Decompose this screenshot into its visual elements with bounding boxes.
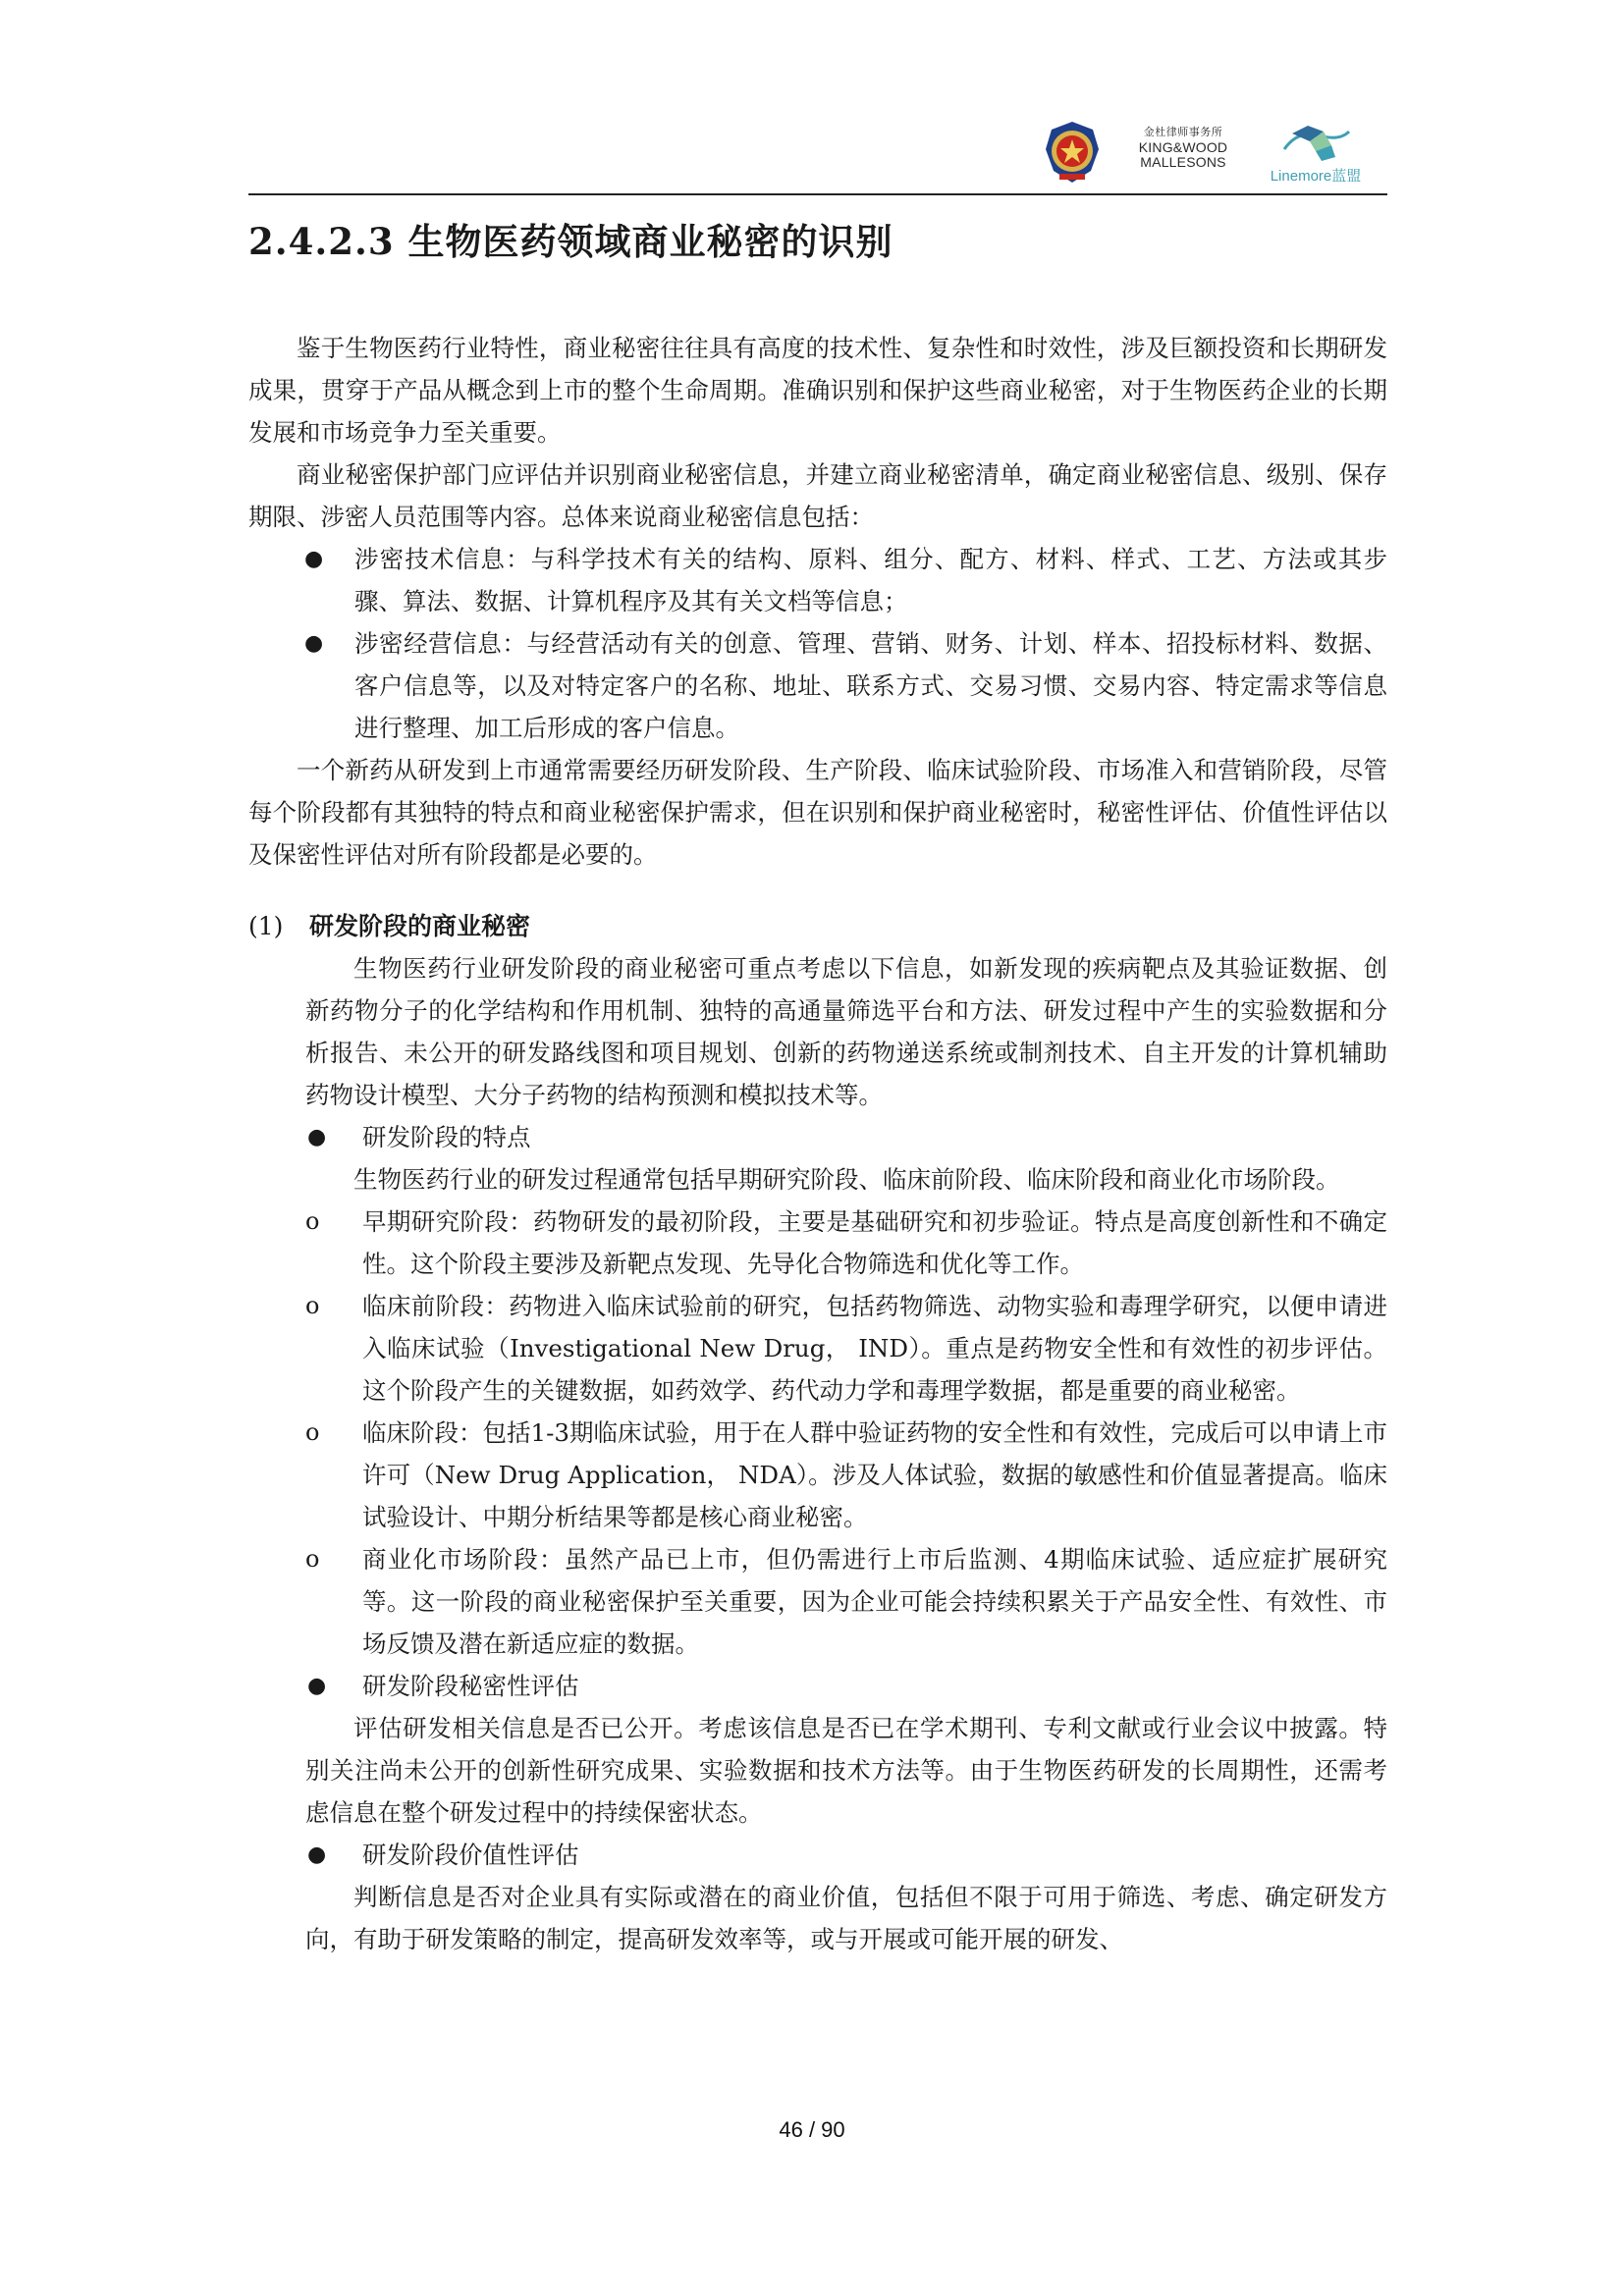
paragraph: 一个新药从研发到上市通常需要经历研发阶段、生产阶段、临床试验阶段、市场准入和营销阶段，尽管每个阶段都有其独特的特点和商业秘密保护需求，但在识别和保护商业秘密时，秘密性评估、价值性评估以及保密性评估对所有阶段都是必要的。: [248, 756, 1387, 869]
kwm-logo: [1129, 126, 1237, 170]
circle-bullet-icon: o: [305, 1207, 320, 1235]
page-content: [248, 211, 1387, 1960]
list-item: [305, 1834, 1387, 1876]
stage-item: [305, 1201, 1387, 1285]
linemore-mark-icon: [1265, 122, 1367, 165]
stage-item: [305, 1538, 1387, 1665]
kwm-logo-en-1: KING&WOOD: [1138, 139, 1228, 155]
list-item-label: 研发阶段秘密性评估: [362, 1672, 579, 1700]
paragraph: 评估研发相关信息是否已公开。考虑该信息是否已在学术期刊、专利文献或行业会议中披露。特别关注尚未公开的创新性研究成果、实验数据和技术方法等。由于生物医药研发的长周期性，还需考虑信息在整个研发过程中的持续保密状态。: [305, 1714, 1387, 1827]
stage-text: 临床前阶段：药物进入临床试验前的研究，包括药物筛选、动物实验和毒理学研究，以便申请进入临床试验（Investigational New Drug， IND）。重点是药物安全性和有效性的初步评估。这个阶段产生的关键数据，如药效学、药代动力学和毒理学数据，都是重要的商业秘密。: [362, 1292, 1387, 1405]
list-item-text: 涉密技术信息：与科学技术有关的结构、原料、组分、配方、材料、样式、工艺、方法或其步骤、算法、数据、计算机程序及其有关文档等信息；: [354, 545, 1387, 615]
stage-item: [305, 1285, 1387, 1412]
header-rule: [248, 193, 1387, 195]
subsection-number: (1): [248, 912, 284, 940]
list-item: [305, 1116, 1387, 1158]
list-item: [305, 1665, 1387, 1707]
kwm-logo-cn: 金杜律师事务所: [1143, 127, 1223, 138]
paragraph: 生物医药行业研发阶段的商业秘密可重点考虑以下信息，如新发现的疾病靶点及其验证数据、创新药物分子的化学结构和作用机制、独特的高通量筛选平台和方法、研发过程中产生的实验数据和分析报告、未公开的研发路线图和项目规划、创新的药物递送系统或制剂技术、自主开发的计算机辅助药物设计模型、大分子药物的结构预测和模拟技术等。: [305, 954, 1387, 1109]
secret-info-list: [248, 538, 1387, 749]
bullet-icon: ●: [304, 547, 324, 571]
list-item-text: 涉密经营信息：与经营活动有关的创意、管理、营销、财务、计划、样本、招投标材料、数据、客户信息等，以及对特定客户的名称、地址、联系方式、交易习惯、交易内容、特定需求等信息进行整理、加工后形成的客户信息。: [354, 629, 1387, 742]
stage-text: 商业化市场阶段：虽然产品已上市，但仍需进行上市后监测、4期临床试验、适应症扩展研究等。这一阶段的商业秘密保护至关重要，因为企业可能会持续积累关于产品安全性、有效性、市场反馈及潜在新适应症的数据。: [362, 1545, 1387, 1658]
page-number: 46 / 90: [779, 2117, 845, 2142]
list-item: [248, 538, 1387, 622]
list-item-label: 研发阶段价值性评估: [362, 1841, 579, 1869]
bullet-icon: ●: [307, 1842, 327, 1867]
stage-text: 早期研究阶段：药物研发的最初阶段，主要是基础研究和初步验证。特点是高度创新性和不确定性。这个阶段主要涉及新靶点发现、先导化合物筛选和优化等工作。: [362, 1207, 1387, 1278]
stage-item: [305, 1412, 1387, 1538]
page-header: [248, 108, 1387, 187]
kwm-logo-en-2: MALLESONS: [1140, 154, 1226, 170]
circle-bullet-icon: o: [305, 1545, 320, 1573]
bullet-icon: ●: [307, 1674, 327, 1698]
linemore-logo: [1265, 122, 1367, 185]
linemore-logo-text: Linemore蓝盟: [1270, 168, 1362, 185]
bullet-icon: ●: [307, 1125, 327, 1149]
paragraph: 生物医药行业的研发过程通常包括早期研究阶段、临床前阶段、临床阶段和商业化市场阶段。: [353, 1165, 1340, 1194]
paragraph: 商业秘密保护部门应评估并识别商业秘密信息，并建立商业秘密清单，确定商业秘密信息、级别、保存期限、涉密人员范围等内容。总体来说商业秘密信息包括：: [248, 460, 1387, 531]
list-item-label: 研发阶段的特点: [362, 1123, 531, 1151]
subsection-title: 研发阶段的商业秘密: [309, 912, 531, 940]
stage-text: 临床阶段：包括1-3期临床试验，用于在人群中验证药物的安全性和有效性，完成后可以申请上市许可（New Drug Application， NDA）。涉及人体试验，数据的敏感性和价值显著提高。临床试验设计、中期分析结果等都是核心商业秘密。: [362, 1418, 1387, 1531]
circle-bullet-icon: o: [305, 1418, 320, 1446]
section-title: 2.4.2.3 生物医药领域商业秘密的识别: [248, 220, 893, 263]
subsection-heading: [248, 905, 1387, 947]
paragraph: 判断信息是否对企业具有实际或潜在的商业价值，包括但不限于可用于筛选、考虑、确定研发方向，有助于研发策略的制定，提高研发效率等，或与开展或可能开展的研发、: [305, 1883, 1387, 1953]
police-emblem-icon: [1042, 120, 1103, 185]
circle-bullet-icon: o: [305, 1292, 320, 1319]
list-item: [248, 622, 1387, 749]
paragraph: 鉴于生物医药行业特性，商业秘密往往具有高度的技术性、复杂性和时效性，涉及巨额投资和长期研发成果，贯穿于产品从概念到上市的整个生命周期。准确识别和保护这些商业秘密，对于生物医药企业的长期发展和市场竞争力至关重要。: [248, 334, 1387, 447]
subsection-body: [248, 947, 1387, 1960]
bullet-icon: ●: [304, 631, 324, 656]
